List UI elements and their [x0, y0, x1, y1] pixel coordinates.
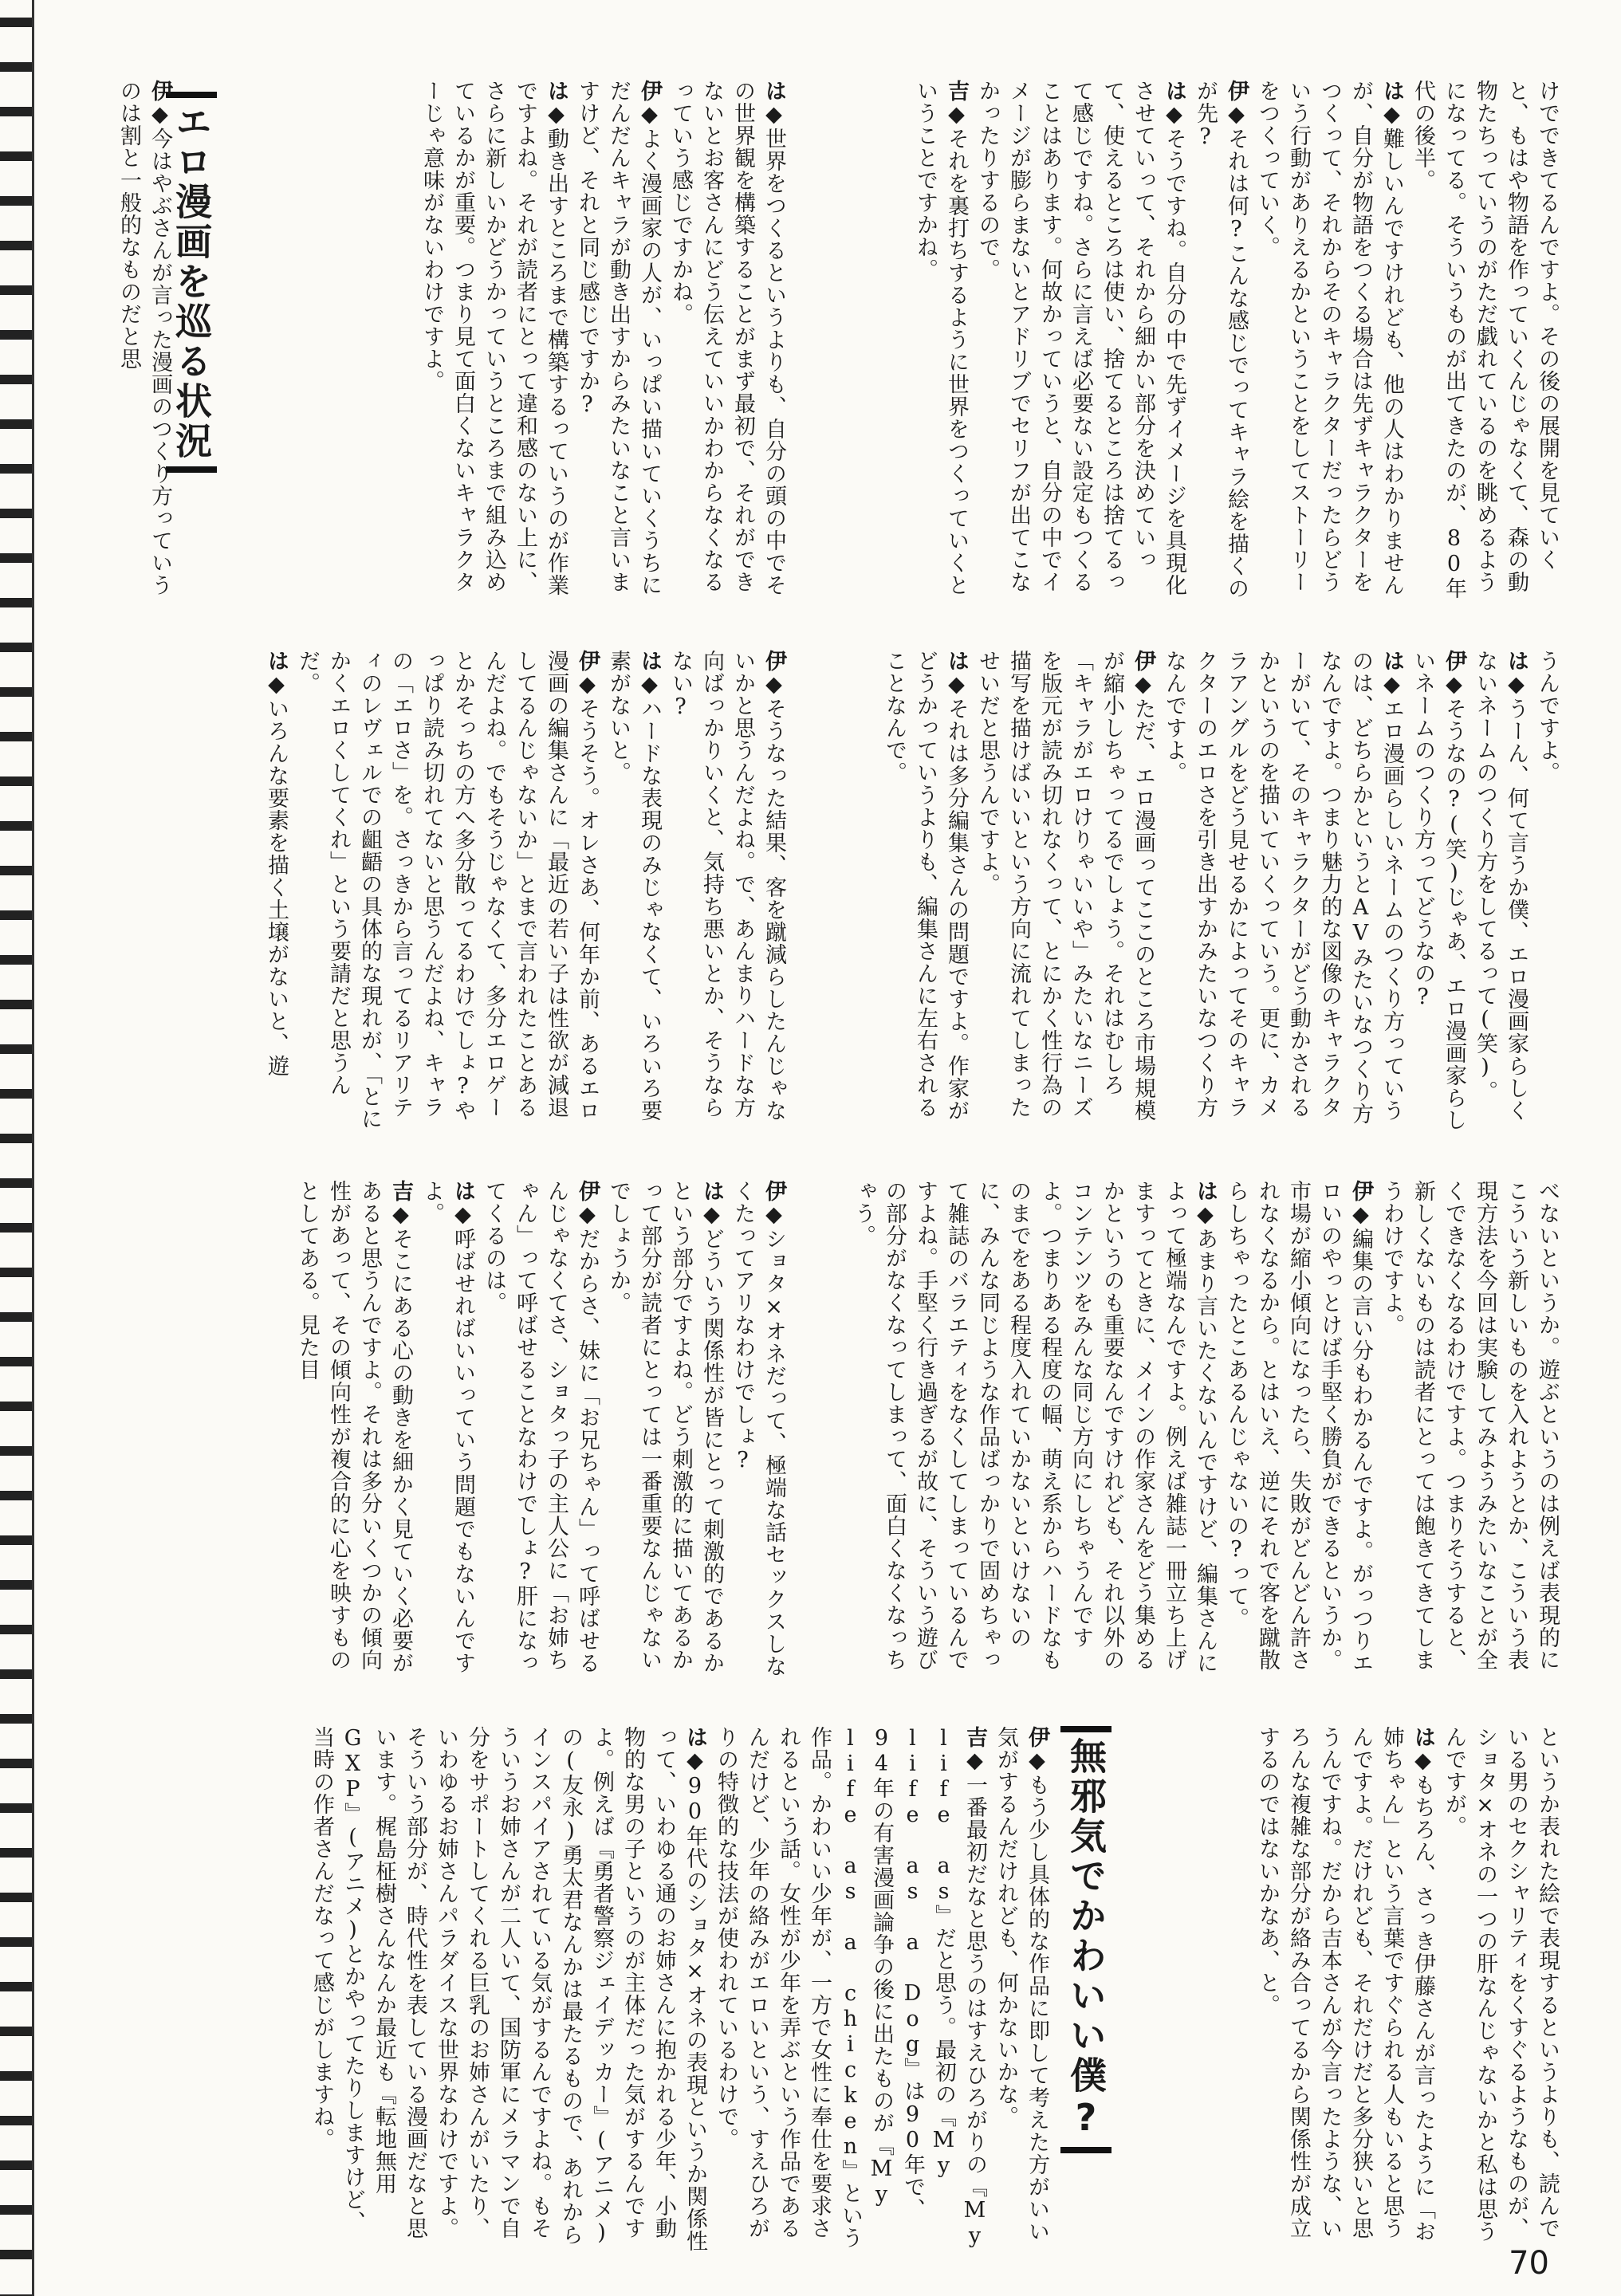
speaker-marker: は◆	[944, 650, 969, 698]
paragraph	[1190, 80, 1252, 606]
paragraph-text: それを裏打ちするように世界をつくっていくということですかね。	[913, 80, 969, 596]
paragraph-text: ただ、エロ漫画ってここのところ市場規模が縮小しちゃってるでしょう。それはむしろ「キャラがエロけりゃいいや」みたいなニーズを版元が読み切れなくって、とにかく性行為の描写を描けばいいという方向に流れてしまったせいだと思うんですよ。	[975, 650, 1155, 1122]
paragraph-text: 今はやぶさんが言った漫画のつくり方っていうのは割と一般的なものだと思	[116, 80, 172, 596]
speaker-marker: は◆	[450, 1180, 475, 1228]
paragraph-text: ハードな表現のみじゃなくて、いろいろ要素がないと。	[606, 650, 662, 1122]
paragraph	[727, 1180, 789, 1678]
speaker-marker: は◆	[1379, 80, 1404, 128]
paragraph	[1221, 1180, 1376, 1678]
paragraph	[416, 80, 572, 606]
speaker-marker: は◆	[683, 1726, 707, 1774]
paragraph	[1252, 80, 1407, 606]
section-heading-1: エロ漫画を巡る状況	[166, 92, 217, 473]
speaker-marker: 伊◆	[148, 80, 172, 128]
paragraph	[603, 650, 665, 1140]
paragraph-text: 難しいんですけれども、他の人はわかりませんが、自分が物語をつくる場合は先ずキャラクターをつくって、それからそのキャラクターだったらどういう行動がありえるかということをしてストーリーをつくっていく。	[1255, 80, 1404, 596]
paragraph-text: そうそう。オレさあ、何年か前、あるエロ漫画の編集さんに「最近の若い子は性欲が減退してるんじゃないか」とまで言われたことあるんだよね。でもそうじゃなくて、多分エロゲーとかそっちの方へ多分散ってるわけでしょ?やっぱり読み切れてないと思うんだよね、キャラの「エロさ」を。さっきから言ってるリアリティのレヴェルでの齟齬の具体的な現れが、「とにかくエロくしてくれ」という要請だと思うんだ。	[295, 650, 600, 1130]
speaker-marker: は◆	[1162, 80, 1186, 128]
speaker-marker: は◆	[761, 80, 786, 128]
speaker-marker: は◆	[544, 80, 569, 128]
paragraph-text: そうなの?(笑)じゃあ、エロ漫画家らしいネームのつくり方ってどうなの?	[1411, 650, 1466, 1131]
speaker-marker: 伊◆	[575, 1180, 600, 1228]
paragraph-text: というか表れた絵で表現するというよりも、読んでいる男のセクシャリティをくすぐるようなものが、ショタ×オネの一つの肝なんじゃないかと私は思うんですが。	[1442, 1726, 1560, 2243]
paragraph	[1438, 1726, 1563, 2252]
paragraph	[1470, 650, 1532, 1140]
column-block	[1148, 1726, 1563, 2252]
column-block	[112, 80, 175, 606]
binding-edge	[32, 0, 34, 2296]
spiral-binding	[0, 0, 32, 2296]
speaker-marker: は◆	[264, 650, 289, 698]
speaker-marker: は◆	[1504, 650, 1529, 698]
paragraph-text: そうですね。自分の中で先ずイメージを具現化させていって、それから細かい部分を決めていって、使えるところは使い、捨てるところは捨てるって感じですね。さらに言えば必要ない設定もつくることはあります。何故かっていうと、自分の中でイメージが膨らまないとアドリブでセリフが出てこなかったりするので。	[975, 80, 1186, 596]
speaker-marker: 伊◆	[761, 650, 786, 698]
paragraph-text: そこにある心の動きを細かく見ていく必要があると思うんですよ。それは多分いくつかの傾向性があって、その傾向性が複合的に心を映すものとしてある。見た目	[295, 1180, 413, 1674]
speaker-marker: 伊◆	[761, 1180, 786, 1228]
speaker-marker: 吉◆	[388, 1180, 413, 1228]
speaker-marker: 伊◆	[1131, 650, 1155, 698]
paragraph	[261, 650, 292, 1140]
paragraph	[972, 650, 1159, 1140]
paragraph-text: エロ漫画らしいネームのつくり方っていうのは、どちらかというとAVみたいなつくり方なんですよ。つまり魅力的な図像のキャラクターがいて、そのキャラクターがどう動かされるかというのを描いていくっていう。更に、カメラアングルをどう見せるかによってそのキャラクターのエロさを引き出すかみたいなつくり方なんですよ。	[1162, 650, 1404, 1125]
speaker-marker: 吉◆	[944, 80, 969, 128]
speaker-marker: 伊◆	[1224, 80, 1249, 128]
speaker-marker: は◆	[637, 650, 662, 698]
paragraph	[292, 1180, 416, 1678]
paragraph-text: だからさ、妹に「お兄ちゃん」って呼ばせるんじゃなくてさ、ショタっ子の主人公に「お姉ちゃん」って呼ばせることなわけでしょ?肝になってくるのは。	[482, 1180, 600, 1674]
paragraph	[603, 1180, 727, 1678]
paragraph	[1532, 650, 1563, 1140]
column-block	[797, 80, 1563, 606]
paragraph	[1252, 1726, 1438, 2252]
speaker-marker: は◆	[699, 1180, 724, 1228]
paragraph	[1407, 650, 1470, 1140]
section-heading-2: 無邪気でかわいい僕?	[1060, 1726, 1111, 2153]
column-block	[271, 80, 789, 606]
paragraph-text: べないというか。遊ぶというのは例えば表現的にこういう新しいものを入れようとか、こういう表現方法を今回は実験してみようみたいなことが全くできなくなるわけですよ。つまりそうすると、新しくないものは読者にとっては飽きてきてしまうわけですよ。	[1379, 1180, 1560, 1671]
paragraph-text: どういう関係性が皆にとって刺激的であるかという部分ですよね。どう刺激的に描いてあるかって部分が読者にとっては一番重要なんじゃないでしょうか。	[606, 1180, 724, 1674]
paragraph-text: うんですよ。	[1535, 650, 1560, 784]
paragraph-text: 90年代のショタ×オネの表現というか関係性って、いわゆる通のお姉さんに抱かれる少年、小動物的な男の子というのが主体だった気がするんですよ。例えば『勇者警察ジェイデッカー』(アニメ)の(友永)勇太君なんかは最たるもので、あれからインスパイアされている気がするんですよね。もそういうお姉さんが二人いて、国防軍にメラマンで自分をサポートしてくれる巨乳のお姉さんがいたり、いわゆるお姉さんパラダイスな世界なわけですよ。そういう部分が、時代性を表している漫画だなと思います。梶島柾樹さんなんか最近も『転地無用GXP』(アニメ)とかやってたりしますけど、当時の作者さんだなって感じがしますね。	[309, 1726, 707, 2252]
column-block	[112, 650, 789, 1140]
column-block	[112, 1726, 1052, 2252]
paragraph	[1376, 1180, 1563, 1678]
paragraph	[910, 80, 972, 606]
column-block	[797, 1180, 1563, 1678]
speaker-marker: 伊◆	[1442, 650, 1466, 698]
column-block	[112, 1180, 789, 1678]
paragraph-text: もう少し具体的な作品に即して考えた方がいい気がするんだけれども、何かないかな。	[993, 1726, 1049, 2243]
column-block	[797, 650, 1563, 1140]
paragraph-text: それは多分編集さんの問題ですよ。作家がどうかっていうよりも、編集さんに左右されることなんで。	[882, 650, 969, 1122]
paragraph	[665, 650, 789, 1140]
speaker-marker: は◆	[1379, 650, 1404, 698]
paragraph-text: そうなった結果、客を蹴減らしたんじゃないかと思うんだよね。で、あんまりハードな方向ばっかりいくと、気持ち悪いとか、そうならない?	[668, 650, 786, 1122]
paragraph	[306, 1726, 710, 2252]
paragraph-text: 編集の言い分もわかるんですよ。がっつりエロいのやっとけば手堅く勝負ができるというか。市場が縮小傾向になったら、失敗がどんどん許されなくなるから。とはいえ、逆にそれで客を蹴散らしちゃったとこあるんじゃないの?って。	[1224, 1180, 1373, 1674]
paragraph-text: いろんな要素を描く土壌がないと、遊	[264, 698, 289, 1077]
paragraph	[1159, 650, 1407, 1140]
paragraph	[478, 1180, 603, 1678]
paragraph	[416, 1180, 478, 1678]
speaker-marker: 伊◆	[1025, 1726, 1049, 1774]
paragraph	[572, 80, 665, 606]
paragraph-text: あまり言いたくないんですけど、編集さんによって極端なんですよ。例えば雑誌一冊立ち上げますってときに、メインの作家さんをどう集めるかというのも重要なんですけれども、それ以外のコンテンツをみんな同じ方向にしちゃうんですよ。つまりある程度の幅、萌え系からハードなものまでをある程度入れていかないといけないのに、みんな同じような作品ばっかりで固めちゃって雑誌のバラエティをなくしてしまっているんですよね。手堅く行き過ぎるが故に、そういう遊びの部分がなくなってしまって、面白くなくなっちゃう。	[851, 1180, 1218, 1674]
paragraph-text: ショタ×オネだって、極端な話セックスしなくたってアリなわけでしょ?	[730, 1180, 786, 1677]
paragraph	[665, 80, 789, 606]
speaker-marker: 伊◆	[1348, 1180, 1373, 1228]
paragraph-text: それは何?こんな感じでってキャラ絵を描くのが先?	[1193, 80, 1249, 600]
paragraph-text: 動き出すところまで構築するっていうのが作業ですよね。それが読者にとって違和感のない上に、さらに新しいかどうかっていうところまで組み込めているかが重要。つまり見て面白くないキャラクターじゃ意味がないわけですよ。	[419, 80, 569, 596]
paragraph	[292, 650, 603, 1140]
paragraph-text: 一番最初だなと思うのはすえひろがりの『My life as』だと思う。最初の『My life as a Dog』は90年で、94年の有害漫画論争の後に出たものが『My life as a chicken』という作品。かわいい少年が、一方で女性に奉仕を要求されるという話。女性が少年を弄ぶという作品であるんだけど、少年の絡みがエロいという、すえひろがりの特徴的な技法が使われているわけで。	[714, 1726, 987, 2249]
paragraph-text: 呼ばせればいいっていう問題でもないんですよ。	[419, 1180, 475, 1674]
speaker-marker: 伊◆	[575, 650, 600, 698]
paragraph-text: けでできてるんですよ。その後の展開を見ていくと、もはや物語を作っていくんじゃなくて、森の動物たちっていうのがただ戯れているのを眺めるようになってる。そういうものが出てきたのが、80年代の後半。	[1411, 80, 1560, 600]
paragraph-text: 世界をつくるというよりも、自分の頭の中でその世界観を構築することがまず最初で、それができないとお客さんにどう伝えていいかわからなくなるっていう感じですかね。	[668, 80, 786, 596]
speaker-marker: 伊◆	[637, 80, 662, 128]
speaker-marker: は◆	[1193, 1180, 1218, 1228]
paragraph-text: よく漫画家の人が、いっぱい描いていくうちにだんだんキャラが動き出すからみたいなこと言いますけど、それと同じ感じですか?	[575, 80, 662, 596]
page-number: 70	[1509, 2245, 1549, 2282]
paragraph	[113, 80, 175, 606]
paragraph-text: うーん、何て言うか僕、エロ漫画家らしくないネームのつくり方をしてるって(笑)。	[1473, 650, 1529, 1122]
speaker-marker: は◆	[1411, 1726, 1435, 1774]
paragraph	[1407, 80, 1563, 606]
paragraph	[879, 650, 972, 1140]
paragraph	[972, 80, 1190, 606]
paragraph	[710, 1726, 990, 2252]
paragraph-text: もちろん、さっき伊藤さんが言ったように「お姉ちゃん」という言葉ですぐられる人もいると思うんですよ。だけれども、それだけだと多分狭いと思うんですね。だから吉本さんが今言ったような、いろんな複雑な部分が絡み合ってるから関係性が成立するのではないかなあ、と。	[1255, 1726, 1435, 2243]
speaker-marker: 吉◆	[962, 1726, 987, 1774]
paragraph	[848, 1180, 1221, 1678]
paragraph	[990, 1726, 1052, 2252]
